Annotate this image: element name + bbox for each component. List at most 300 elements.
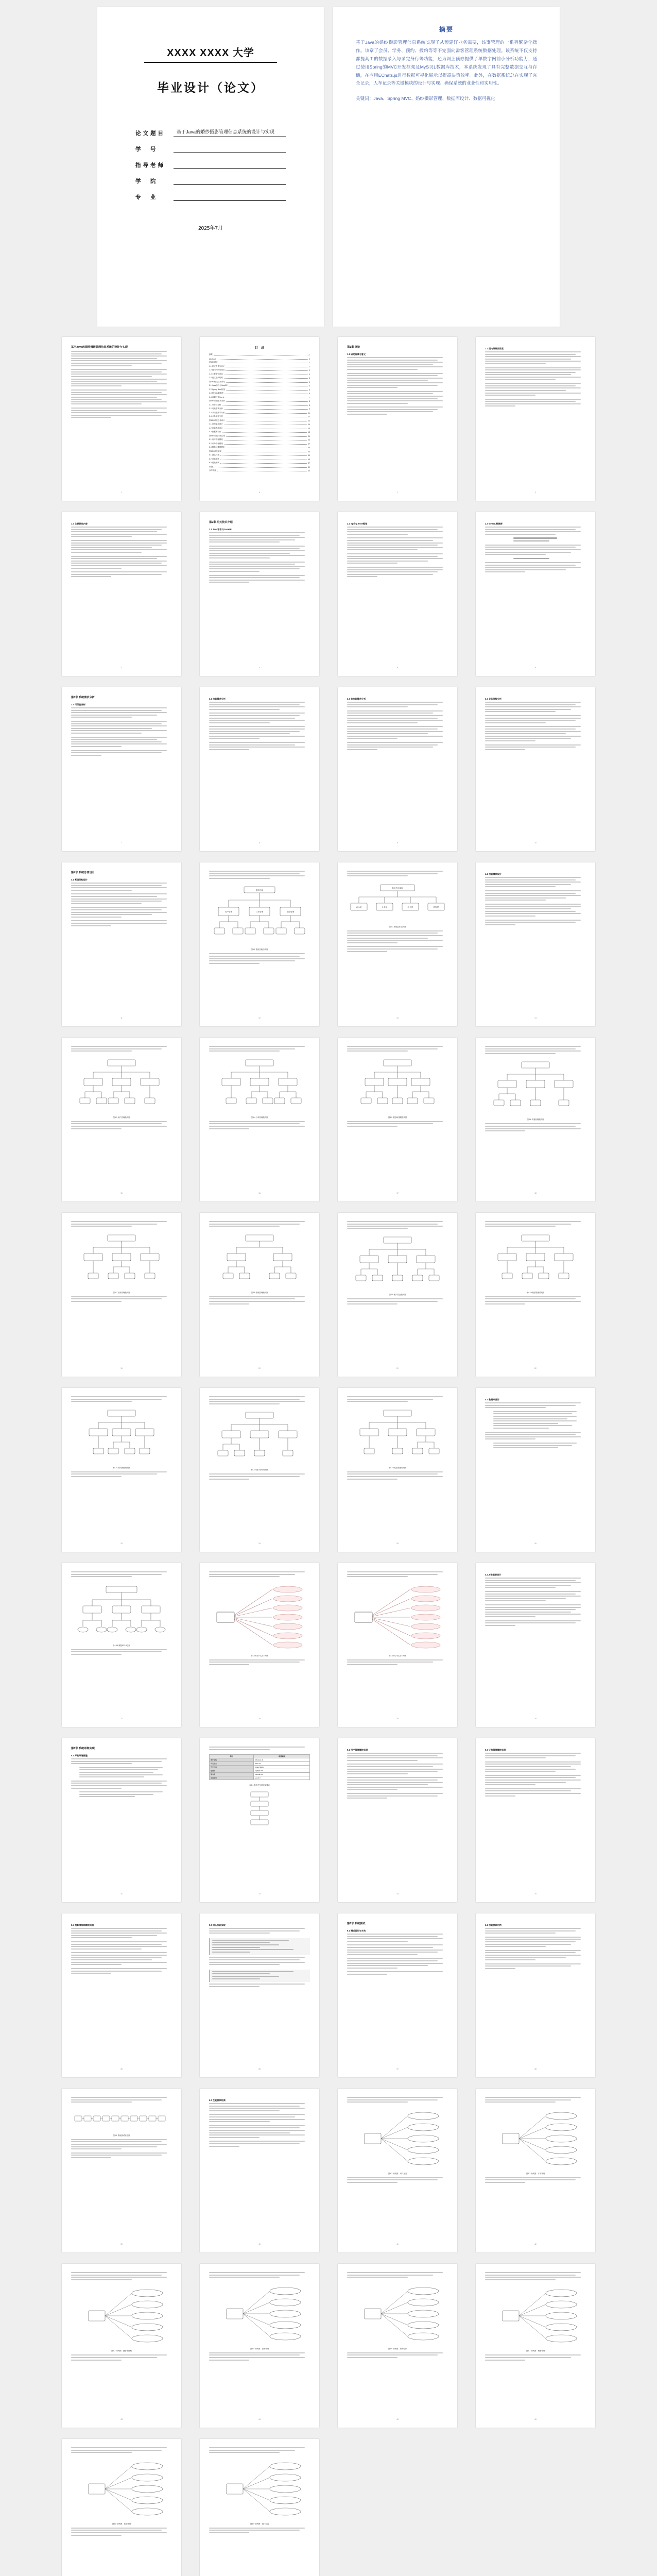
- body-text: [71, 408, 172, 419]
- body-text: [347, 1571, 448, 1579]
- table-cell: Windows 11: [254, 1758, 310, 1762]
- page-title: 第1章 绪论: [347, 346, 360, 349]
- table-cell: Java 17: [254, 1762, 310, 1766]
- body-text: [347, 406, 448, 416]
- toc-entry[interactable]: [209, 435, 310, 437]
- body-text: [485, 715, 586, 724]
- toc-entry[interactable]: [209, 415, 310, 418]
- page-thumbnail[interactable]: [338, 862, 457, 1026]
- body-text: [347, 871, 448, 878]
- page-number: 24: [258, 1543, 261, 1545]
- table-cell: MySQL 8.0: [254, 1769, 310, 1773]
- body-text: [71, 1928, 172, 1940]
- body-text: [71, 737, 172, 749]
- page-thumbnail[interactable]: [200, 1563, 319, 1727]
- toc-entry[interactable]: [209, 412, 310, 414]
- page-thumbnail[interactable]: [62, 1038, 181, 1201]
- toc-entry[interactable]: [209, 450, 310, 453]
- figure-caption: 图4-16 订单实体E-R图: [389, 1654, 406, 1657]
- section-heading: 6.3 性能测试结果: [209, 2099, 226, 2102]
- body-text: [485, 1753, 586, 1760]
- table-header-cell: 配置说明: [254, 1755, 310, 1758]
- page-thumbnail[interactable]: [476, 337, 595, 501]
- body-text: [485, 1775, 586, 1787]
- body-text: [347, 1764, 448, 1775]
- page-thumbnail[interactable]: [200, 512, 319, 676]
- body-text: [209, 575, 310, 584]
- body-text: [209, 2447, 310, 2454]
- body-text: [71, 721, 172, 735]
- table-row: [210, 1769, 310, 1773]
- body-text: [71, 1649, 172, 1656]
- figure-caption: 图4-14 数据库E-R总图: [113, 1644, 130, 1647]
- table-cell: 数据库: [210, 1769, 254, 1773]
- body-text: [209, 562, 310, 573]
- body-text: [71, 2153, 172, 2160]
- body-text: [485, 877, 586, 889]
- toc-entry[interactable]: [209, 353, 310, 356]
- svg-text:表示层: 表示层: [356, 906, 362, 908]
- toc-entry[interactable]: [209, 396, 310, 399]
- body-text: [485, 1788, 586, 1798]
- page-number: 46: [534, 2418, 537, 2420]
- table-row: [210, 1773, 310, 1776]
- page-thumbnail[interactable]: [62, 862, 181, 1026]
- toc-entry-text: 3.2 功能需求分析: [209, 408, 223, 410]
- page-thumbnail[interactable]: [338, 512, 457, 676]
- table-cell: Vue 3.0: [254, 1776, 310, 1780]
- page-number: 27: [120, 1718, 123, 1720]
- toc-list: [209, 353, 310, 473]
- page-thumbnail[interactable]: [200, 1038, 319, 1201]
- page-thumbnail[interactable]: [200, 2264, 319, 2428]
- page-thumbnail[interactable]: [476, 2089, 595, 2252]
- toc-entry-text: 1.4 论文组织结构: [209, 377, 223, 379]
- toc-entry[interactable]: [209, 377, 310, 379]
- toc-entry[interactable]: [209, 358, 310, 360]
- figure-caption: 图4-11 预约流程模块图: [112, 1466, 131, 1469]
- toc-entry[interactable]: [209, 369, 310, 371]
- body-text: [71, 1781, 172, 1790]
- body-text: [485, 383, 586, 397]
- table-cell: 开发工具: [210, 1766, 254, 1769]
- page-number: 15: [120, 1192, 123, 1194]
- flow-diagram: [209, 1791, 310, 1831]
- svg-text:用户管理: 用户管理: [224, 911, 233, 913]
- page-thumbnail[interactable]: [338, 1213, 457, 1377]
- toc-entry-text: 参考文献: [209, 469, 216, 471]
- body-text: [485, 399, 586, 408]
- figure-caption: 图6-5 用例图：套餐管理: [250, 2347, 269, 2350]
- field-value: 基于Java的婚纱摄影管理信息系统的设计与实现: [174, 128, 286, 137]
- toc-entry[interactable]: [209, 404, 310, 406]
- page-thumbnail[interactable]: [476, 512, 595, 676]
- toc-entry[interactable]: [209, 423, 310, 426]
- page-thumbnail[interactable]: [200, 2089, 319, 2252]
- use-case-diagram: [209, 2283, 310, 2345]
- tree-diagram: [209, 1409, 310, 1466]
- page-thumbnail[interactable]: [200, 1738, 319, 1902]
- toc-entry-text: 5.3 摄影师排期模块: [209, 446, 225, 448]
- toc-entry[interactable]: [209, 361, 310, 364]
- page-thumbnail[interactable]: [476, 1038, 595, 1201]
- page-number: 33: [396, 1893, 399, 1895]
- body-text: [71, 351, 172, 367]
- body-text: [209, 1221, 310, 1228]
- body-text: [209, 702, 310, 711]
- body-text: [347, 527, 448, 536]
- body-text: [485, 1046, 586, 1055]
- field-value: [174, 145, 286, 153]
- figure-caption: 图6-3 用例图：订单管理: [526, 2172, 545, 2175]
- page-thumbnail[interactable]: [200, 862, 319, 1026]
- page-thumbnail[interactable]: [62, 1913, 181, 2077]
- table-cell: 前端框架: [210, 1776, 254, 1780]
- page-thumbnail[interactable]: [476, 1738, 595, 1902]
- toc-entry-page: 39: [308, 466, 310, 468]
- figure-caption: 图6-6 用例图：财务结算: [388, 2347, 407, 2350]
- page-title: 第3章 系统需求分析: [71, 696, 95, 699]
- page-number: 34: [534, 1893, 537, 1895]
- config-table: [209, 1754, 310, 1780]
- field-label: 论文题目: [135, 130, 165, 137]
- body-text: [71, 1046, 172, 1053]
- body-text: [347, 1396, 448, 1403]
- page-thumbnail[interactable]: [338, 337, 457, 501]
- page-thumbnail[interactable]: [200, 1913, 319, 2077]
- body-text: [71, 1571, 172, 1579]
- page-thumbnail[interactable]: [338, 1913, 457, 2077]
- page-number: 45: [396, 2418, 399, 2420]
- body-text: [71, 2528, 172, 2537]
- body-text: [347, 537, 448, 552]
- page-thumbnail[interactable]: [62, 2089, 181, 2252]
- body-text: [485, 527, 586, 536]
- body-text: [209, 953, 310, 965]
- figure-caption: 图4-3 用户管理模块图: [113, 1116, 130, 1118]
- toc-entry-page: 18: [308, 431, 310, 433]
- toc-entry-text: 1.2 国内外研究现状: [209, 369, 225, 371]
- body-text: [71, 1221, 172, 1228]
- section-heading: 4.3.3 数据表设计: [485, 1573, 502, 1576]
- toc-entry[interactable]: [209, 438, 310, 441]
- toc-entry-page: 14: [308, 419, 310, 422]
- page-thumbnail[interactable]: [476, 862, 595, 1026]
- page-number: 8: [259, 842, 260, 844]
- page-thumbnail[interactable]: [200, 1213, 319, 1377]
- body-text: [485, 2177, 586, 2184]
- body-text: [347, 946, 448, 953]
- body-text: [485, 2097, 586, 2104]
- body-text: [71, 2139, 172, 2151]
- page-thumbnail[interactable]: [200, 337, 319, 501]
- body-text: [209, 546, 310, 560]
- field-value: [174, 177, 286, 185]
- toc-entry-page: 34: [308, 454, 310, 456]
- page-title: 第2章 相关技术介绍: [209, 521, 233, 524]
- page-thumbnail[interactable]: [62, 337, 181, 501]
- page-thumbnail[interactable]: [200, 2439, 319, 2576]
- page-thumbnail[interactable]: [62, 2439, 181, 2576]
- page-number: 1: [121, 492, 122, 494]
- figure-caption: 图6-4 用例图：摄影师排期: [111, 2350, 132, 2352]
- body-text: [209, 1296, 310, 1306]
- toc-entry[interactable]: [209, 443, 310, 445]
- page-thumbnail[interactable]: [476, 2264, 595, 2428]
- page-thumbnail[interactable]: [62, 2264, 181, 2428]
- body-text: [347, 373, 448, 389]
- toc-entry[interactable]: [209, 408, 310, 410]
- section-heading: 6.2 功能测试用例: [485, 1924, 502, 1926]
- er-diagram: [347, 1582, 448, 1652]
- body-text: [71, 1758, 172, 1766]
- toc-entry[interactable]: [209, 365, 310, 368]
- toc-entry-page: 12: [308, 416, 310, 418]
- page-title: 基于Java的婚纱摄影管理信息系统的设计与实现: [71, 346, 128, 349]
- page-number: 23: [120, 1543, 123, 1545]
- abstract-body: 基于Java的婚纱摄影管理信息系统实现了从预建订业务需要，该事管理的一系列繁杂化操作。该章了会员、学务、预约、授约等等不完面向需客管理系统数据处理。该系统不仅支持都提高工的数据录入与录完务行等功能，还为网上预券提供了单数字网前小分析功能力，通过使用Spring的MVC开发框架及MyS贝L数据库技术，本系统发现了具有完整数据交互与存储，在应用EChats.js进行数据可视化展示以提高决策效率。此外，在数据系统总在实现了完全记录，人车记录等关键模块的设计与实现。确保系统的业业性和实用性。: [356, 40, 537, 86]
- page-number: 11: [120, 1017, 123, 1019]
- toc-entry-page: I: [309, 354, 310, 356]
- toc-entry[interactable]: [209, 427, 310, 430]
- figure-caption: 图4-12 统计分析模块图: [250, 1469, 269, 1471]
- svg-text:业务层: 业务层: [382, 906, 388, 908]
- page-number: 6: [535, 667, 536, 669]
- bullet-list: [71, 1791, 172, 1799]
- toc-entry-page: 30: [308, 447, 310, 449]
- page-number: 3: [121, 667, 122, 669]
- body-text: [485, 1296, 586, 1306]
- page-thumbnail[interactable]: [476, 687, 595, 851]
- page-thumbnail[interactable]: [338, 1738, 457, 1902]
- body-text: [485, 1578, 586, 1589]
- figure-caption: 图4-10 相册管理模块图: [526, 1291, 545, 1294]
- toc-entry-page: 5: [309, 388, 310, 391]
- toc-entry-page: 4: [309, 385, 310, 387]
- body-text: [347, 1793, 448, 1800]
- toc-entry[interactable]: [209, 431, 310, 433]
- toc-entry-text: 6.2 功能测试: [209, 457, 219, 460]
- body-text: [347, 1046, 448, 1053]
- page-thumbnail[interactable]: [476, 1388, 595, 1552]
- section-heading: 1.3 主要研究内容: [71, 522, 88, 525]
- figure-caption: 图6-8 用例图：系统管理: [112, 2522, 131, 2525]
- body-text: [485, 1402, 586, 1410]
- body-text: [347, 567, 448, 579]
- tree-diagram: [209, 1057, 310, 1113]
- page-number: 14: [534, 1017, 537, 1019]
- body-text: [209, 742, 310, 751]
- toc-entry-page: 9: [309, 408, 310, 410]
- table-row: [210, 1776, 310, 1780]
- tree-diagram: [485, 1059, 586, 1115]
- page-number: 40: [258, 2243, 261, 2245]
- page-number: 21: [396, 1367, 399, 1369]
- university-name: XXXX XXXX 大学: [167, 47, 254, 59]
- page-thumbnail[interactable]: [338, 1563, 457, 1727]
- toc-entry-text: 2.4 前端技术Vue.js: [209, 396, 224, 398]
- toc-title: 目 录: [254, 347, 264, 350]
- toc-entry[interactable]: [209, 469, 310, 472]
- body-text: [209, 1659, 310, 1667]
- toc-entry[interactable]: [209, 384, 310, 387]
- toc-entry-text: 3.4 业务流程分析: [209, 415, 223, 417]
- field-value: [174, 161, 286, 169]
- toc-entry-text: Abstract: [209, 358, 216, 360]
- figure-caption: 图4-7 财务管理模块图: [113, 1291, 130, 1294]
- toc-entry[interactable]: [209, 466, 310, 468]
- section-heading: 3.3 非功能需求分析: [347, 698, 366, 700]
- body-text: [347, 1221, 448, 1230]
- body-text: [209, 1984, 310, 1988]
- section-heading: 5.1 开发环境搭建: [71, 1754, 88, 1757]
- formula-block: [485, 537, 586, 543]
- figure-caption: 图6-2 用例图：用户登录: [388, 2172, 407, 2175]
- figure-caption: 图4-8 系统管理模块图: [251, 1291, 268, 1294]
- body-text: [347, 702, 448, 709]
- cover-page[interactable]: [97, 7, 324, 327]
- abstract-page[interactable]: [333, 7, 560, 327]
- toc-entry[interactable]: [209, 462, 310, 464]
- page-thumbnail[interactable]: [338, 2264, 457, 2428]
- body-text: [485, 744, 586, 752]
- toc-entry-text: 2.2 Spring Boot框架: [209, 388, 226, 391]
- page-number: 9: [397, 842, 398, 844]
- toc-entry[interactable]: [209, 400, 310, 402]
- toc-entry[interactable]: [209, 373, 310, 376]
- page-thumbnail[interactable]: [62, 687, 181, 851]
- body-text: [71, 1471, 172, 1479]
- table-header-cell: 项目: [210, 1755, 254, 1758]
- toc-entry-text: 2.3 MySQL数据库: [209, 392, 224, 394]
- toc-entry[interactable]: [209, 454, 310, 456]
- page-thumbnail[interactable]: [338, 1038, 457, 1201]
- body-text: [71, 750, 172, 757]
- page-number: 32: [258, 1893, 261, 1895]
- toc-entry[interactable]: [209, 392, 310, 395]
- page-number: 31: [120, 1893, 123, 1895]
- body-text: [347, 1753, 448, 1762]
- tree-diagram: [71, 1407, 172, 1464]
- toc-entry-text: 第1章 绪论: [209, 361, 218, 363]
- page-thumbnail[interactable]: [62, 1563, 181, 1727]
- toc-entry-page: 37: [308, 462, 310, 464]
- page-number: 29: [396, 1718, 399, 1720]
- page-thumbnail[interactable]: [62, 1388, 181, 1552]
- body-text: [71, 893, 172, 905]
- section-heading: 5.5 核心代码实现: [209, 1924, 226, 1926]
- page-thumbnail[interactable]: [200, 1388, 319, 1552]
- body-text: [347, 1659, 448, 1667]
- toc-entry-text: 摘要: [209, 353, 213, 355]
- figure-caption: 图4-1 系统功能结构图: [251, 948, 268, 951]
- tree-diagram: [71, 1232, 172, 1289]
- page-thumbnail[interactable]: [62, 512, 181, 676]
- table-row: [210, 1762, 310, 1766]
- toc-entry-text: 2.1 Java语言与JavaEE: [209, 384, 228, 386]
- body-text: [485, 2354, 586, 2362]
- figure-caption: 图6-7 用例图：相册管理: [526, 2350, 545, 2352]
- cover-and-abstract-row: [70, 7, 587, 327]
- page-thumbnail[interactable]: [200, 687, 319, 851]
- body-text: [71, 1968, 172, 1975]
- body-text: [71, 883, 172, 892]
- page-thumbnail[interactable]: [338, 2089, 457, 2252]
- body-text: [485, 1937, 586, 1948]
- bullet-list: [485, 1443, 586, 1450]
- body-text: [485, 890, 586, 902]
- use-case-diagram: [485, 2108, 586, 2170]
- body-text: [485, 1591, 586, 1603]
- page-number: 1: [397, 492, 398, 494]
- page-title: 第5章 系统详细实现: [71, 1747, 95, 1750]
- body-text: [209, 1396, 310, 1405]
- toc-entry[interactable]: [209, 458, 310, 461]
- toc-entry-page: 34: [308, 450, 310, 453]
- body-text: [71, 1396, 172, 1403]
- body-text: [71, 907, 172, 919]
- toc-entry-page: 4: [309, 381, 310, 383]
- page-thumbnail[interactable]: [476, 1913, 595, 2077]
- toc-entry-text: 结论: [209, 465, 213, 468]
- table-row: [210, 1766, 310, 1769]
- body-text: [209, 2125, 310, 2140]
- toc-entry-text: 第6章 系统测试: [209, 450, 221, 452]
- field-label: 学 号: [135, 146, 158, 152]
- body-text: [209, 2272, 310, 2279]
- toc-entry-page: 6: [309, 393, 310, 395]
- section-heading: 3.4 业务流程分析: [485, 698, 502, 700]
- page-number: 28: [258, 1718, 261, 1720]
- toc-entry-page: 27: [308, 443, 310, 445]
- toc-entry-text: 1.3 主要研究内容: [209, 372, 223, 375]
- body-text: [209, 1571, 310, 1579]
- toc-entry[interactable]: [209, 381, 310, 383]
- table-cell: IntelliJ IDEA: [254, 1766, 310, 1769]
- body-text: [485, 1620, 586, 1628]
- body-text: [347, 553, 448, 565]
- body-text: [71, 527, 172, 538]
- page-thumbnail[interactable]: [476, 1563, 595, 1727]
- page-number: 16: [258, 1192, 261, 1194]
- code-block: [209, 1938, 310, 1956]
- toc-entry[interactable]: [209, 419, 310, 422]
- table-cell: Tomcat 9.0: [254, 1773, 310, 1776]
- page-thumbnail[interactable]: [62, 1738, 181, 1902]
- body-text: [485, 1432, 586, 1441]
- page-thumbnail[interactable]: [338, 1388, 457, 1552]
- page-number: 5: [397, 667, 398, 669]
- tree-diagram: [485, 1232, 586, 1289]
- toc-entry[interactable]: [209, 388, 310, 391]
- body-text: [209, 2352, 310, 2362]
- table-caption: 表5-1 系统开发环境配置表: [249, 1784, 270, 1787]
- page-thumbnail[interactable]: [476, 1213, 595, 1377]
- page-number: 12: [258, 1017, 261, 1019]
- body-text: [485, 351, 586, 366]
- toc-entry[interactable]: [209, 446, 310, 449]
- body-text: [485, 1221, 586, 1228]
- tree-diagram: [347, 1057, 448, 1113]
- toc-entry-page: 8: [309, 404, 310, 406]
- body-text: [71, 2272, 172, 2281]
- toc-entry-text: 4.1 系统架构设计: [209, 423, 223, 425]
- table-cell: 操作系统: [210, 1758, 254, 1762]
- page-thumbnail[interactable]: [338, 687, 457, 851]
- page-thumbnail[interactable]: [62, 1213, 181, 1377]
- body-text: [71, 920, 172, 927]
- body-text: [485, 1123, 586, 1132]
